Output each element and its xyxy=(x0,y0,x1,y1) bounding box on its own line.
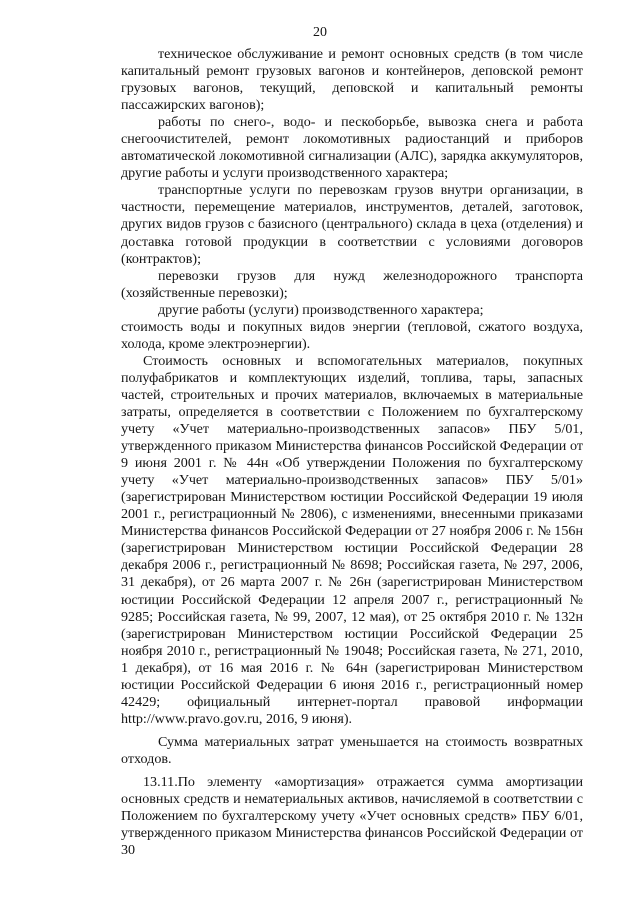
paragraph-maintenance: техническое обслуживание и ремонт основных средств (в том числе капитальный ремонт грузовых вагонов и контейнеров, деповской ремонт грузовых вагонов, текущий, деповской и капитальный ремонты пассажирских вагонов); xyxy=(121,46,583,114)
paragraph-railway-transport: перевозки грузов для нужд железнодорожного транспорта (хозяйственные перевозки); xyxy=(121,267,583,301)
paragraph-water-energy: стоимость воды и покупных видов энергии (тепловой, сжатого воздуха, холода, кроме электроэнергии). xyxy=(121,318,583,352)
paragraph-depreciation: 13.11.По элементу «амортизация» отражается сумма амортизации основных средств и нематериальных активов, начисляемой в соответствии с Положением по бухгалтерскому учету «Учет основных средств» ПБУ 6/01, утвержденного приказом Министерства финансов Российской Федерации от 30 xyxy=(121,773,583,859)
paragraph-transport-services: транспортные услуги по перевозкам грузов внутри организации, в частности, перемещение материалов, инструментов, деталей, заготовок, других видов грузов с базисного (центрального) склада в цеха (отделения) и доставка готовой продукции в соответствии с условиями договоров (контрактов); xyxy=(121,182,583,267)
page-number: 20 xyxy=(313,25,327,40)
paragraph-materials-cost: Стоимость основных и вспомогательных материалов, покупных полуфабрикатов и комплектующих изделий, топлива, тары, запасных частей, строительных и прочих материалов, включаемых в материальные затраты, определяется в соответствии с Положением по бухгалтерскому учету «Учет материально-производственных запасов» ПБУ 5/01, утвержденного приказом Министерства финансов Российской Федерации от 9 июня 2001 г. № 44н «Об утверждении Положения по бухгалтерскому учету «Учет материально-производственных запасов» ПБУ 5/01» (зарегистрирован Министерством юстиции Российской Федерации 19 июля 2001 г., регистрационный № 2806), с изменениями, внесенными приказами Министерства финансов Российской Федерации от 27 ноября 2006 г. № 156н (зарегистрирован Министерством юстиции Российской Федерации 28 декабря 2006 г., регистрационный № 8698; Российская газета, № 297, 2006, 31 декабря), от 26 марта 2007 г. № 26н (зарегистрирован Министерством юстиции Российской Федерации 12 апреля 2007 г., регистрационный № 9285; Российская газета, № 99, 2007, 12 мая), от 25 октября 2010 г. № 132н (зарегистрирован Министерством юстиции Российской Федерации 25 ноября 2010 г., регистрационный № 19048; Российская газета, № 271, 2010, 1 декабря), от 16 мая 2016 г. № 64н (зарегистрирован Министерством юстиции Российской Федерации 6 июня 2016 г., регистрационный номер 42429; официальный интернет-портал правовой информации http://www.pravo.gov.ru, 2016, 9 июня). xyxy=(121,352,583,727)
body-text xyxy=(121,46,583,859)
paragraph-other-works: другие работы (услуги) производственного характера; xyxy=(158,301,484,318)
paragraph-return-waste: Сумма материальных затрат уменьшается на стоимость возвратных отходов. xyxy=(121,733,583,767)
paragraph-snow-works: работы по снего-, водо- и пескоборьбе, вывозка снега и работа снегоочистителей, ремонт локомотивных радиостанций и приборов автоматической локомотивной сигнализации (АЛС), зарядка аккумуляторов, другие работы и услуги производственного характера; xyxy=(121,114,583,182)
